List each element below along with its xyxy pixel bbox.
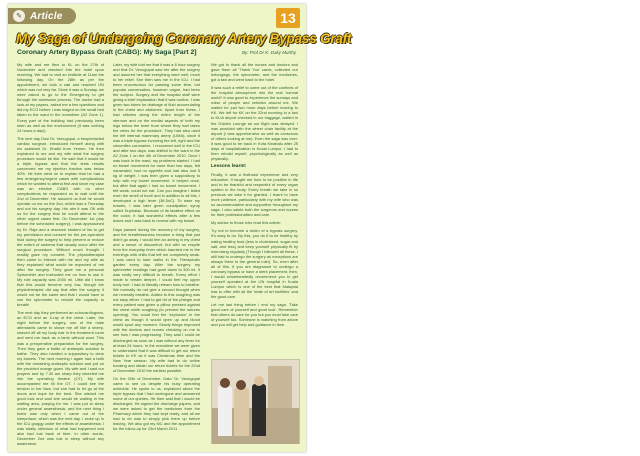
person-figure [252,384,266,436]
person-figure [218,386,232,436]
person-head [236,380,246,390]
section-tab [8,8,76,24]
article-subtitle: Coronary Artery Bypass Graft (CABG): My Saga [Part 2] [17,49,197,56]
column-2 [113,62,200,445]
paragraph: My wife and me flew to KL on the 27th of November and checked into the hotel upon reaching. We had to visit an Institute at 11am the following day. On the 28th as per the appointment, we took a cab and reached IJN which was not very far. Since it was a Sunday, we were asked to go to the Emergency to get through the admission process. The doctor had a look at my papers, asked me a few questions and did my ECG before I was lodged on the small bed taken to the ward in the meantime (A2 Zone 1). Every part of the building had previously been seen as well as the environment (it was nothing 24 hours a day!). [17,62,104,133]
paragraph: Days passed during the recovery of my surgery, and the breathlessness became a thing that just didn't go away. I would feel an aching in my chest and a sense of discomfort, but with no respite from the everyday fever which haunted me in the evenings with chills that left me completely weak. I was used to take walks in the Therapeutic garden every day. After the surgery my spirometer readings had gone down to 300 ml. It was really very difficult to breath. Every effort I made to breath deeper, I could feel my upper body hurt. I had to literally relearn how to breathe. We normally do not give a second thought when we normally breathe. Added to this coughing was not easy either. I had to get rid of the phlegm and every patient was given a pillow pressed against the chest while coughing (to prevent the sutures opening). You could feel the 'explosion' in the chest as though it would open up and blood would spurt any moment. Slowly things improved with the doctors and nurses checking on me to see how I was progressing. They said I could be discharged as soon as I was without any fever for at least 24 hours. In the meantime we were given to understand that it was difficult to get our return tickets to KK as it was Christmas time and the New Year season. My wife had to do online booking and obtain our return tickets for the 22nd of December 2010 the earliest possible. [113,226,200,373]
column-1 [17,62,104,445]
paragraph: It was such a relief to come out of the confines of the hospital atmosphere into the real 'normal world'! It was good to experience the sunrays and noise of people and vehicles around me. We waited for just two more days before leaving to KK. We left for KK on the 22nd morning in a taxi to KLIA airport checked in our baggage, waited in the Golden Lounge as our flight was delayed. I was provided with the wheel chair facility at the airport (I was apprehensive as well as conscious of others looking at me). Even the saga was over; it was good to be back in Kota Kinabalu after 25 days of hospitalization in Kuala Lumpur. I had to then rebuild myself, psychologically as well as physically. [211,85,298,161]
paragraph: On the 20th of December, Dato' Dr. Venugopal came to see us despite his busy operating schedule. He spoke to us, explained about the triple bypass that I had undergone and answered some of our queries. He then said that I would be discharged. He signed the discharge papers, and we were asked to get the medicines from the Pharmacy which they had kept ready, and all we had to do was to simply pick them up before leaving. We also got my MC and the appointment for the follow-up for 23rd March 2011. [113,375,200,432]
paragraph: Try not to become a victim of a bypass surgery. It's easy to do. By this, you do it to be healthy by eating healthy food (less in cholesterol, sugar and salt, and less) and keep yourself physically fit by exercising regularly (Though I followed all these, I still had to undergo the surgery as exceptions are always there to the general rule!). So, even after all of this, if you are diagnosed to undergo a coronary bypass or have a stent placement, then, I would wholeheartedly recommend you to get yourself operated at the IJN hospital in Kuala Lumpur which is one of the best that Malaysia has to offer with all the 'state of art facilities' and the good care. [211,228,298,300]
paragraph: Let me last thing before I end my saga. 'Take good care of yourself and good luck'. Remember that others do care for you but you must take care of yourself too. Someone is watching from above and you will get help and guidance in time. [211,302,298,328]
paragraph: We got to thank all the nurses and doctors and gave them all 'Thank You' cards, collected our belongings, the spirometer, and the medicines, got a taxi and went back to the hotel. [211,62,298,83]
lessons-heading: Lessons learnt: [211,163,247,169]
person-head [254,376,264,386]
paragraph: The next day they performed an echocardiogram, an ECG and an X-ray of the chest. Later, the night before the surgery, one of the male attendants came to shave me off like a sheep, shaved off all my body hair in the treatment room and sent me back as a lamb without wool. This was a preoperative preparation for the surgery. Then they gave a bottle of antiseptic solution to bathe. They also handed a suppository to clear my bowels. The next morning I again had a bath with the remaining antiseptic solution and put on the provided orange gown. My wife and I said our prayers and by 7.30 am sharp they wheeled me into the operating theatre (OT). My wife accompanied me till the OT. I could see the tension in her face, but she had to let go at the doors and hope for the best. She wished me good luck and said she would be waiting in the waiting area, praying for me. I was put to sleep under general anaesthesia, and the next thing I knew was only when I came out of the sleep/daze, which was the next day. I woke up in the ICU groggy under the effects of anaesthesia. I was totally oblivious of what had happened and also had lost track of time. In other words, December 2nd was lost in sleep without any awareness. [17,310,104,447]
paragraph: The next day Dosi Dr. Venugopal, a bespectacled cardiac surgeon, introduced himself along with his assistant Dr. Khalid from Yemen. He then explained to me and my wife what the surgery procedure would be like. He said that it would be a triple bypass and that the tests results concerned me my ejection fraction was below 40%. He then went on to explain that he had a few emergency/urgent cases with complications which he wanted to attend first and since my case was an elective CABG with no other complications he requested us to wait until the 2nd of December. He assured us that he would operate on me on the 2nd, which was a Thursday and not his surgery day. His aim it was OK with us for the surgery that he could attend to the other urgent cases first. On December 1st (day before the scheduled surgery), I was approached by Dr. Raja and a research student of his to get my permission and consent for the pre-operative fluid during the surgery to help prevent or reduce the extent of oedema that usually occur after the surgical procedure. Without much thought I readily gave my consent. The physiotherapist then came to interact with me and my wife as they explained what would be expected of me after the surgery. They gave me a personal Spirometer and instructed me on how to use it. My role capacity was 2000 ml. Little did I know that this would become very low, though the physiotherapist did say that after the surgery it would not be the same and that I would have to use the spirometer to rebuild the capacity to breath! [17,135,104,308]
article-title: My Saga of Undergoing Coronary Artery Bypass Graft [16,31,352,46]
paragraph: Later, my wife told me that it was a 6 hour surgery and that Dr. Venugopal saw her after the surgery and assured her that everything went well, much to her relief. She then saw me in the ICU. I had been unconscious for passing some time, but popular conversation, however vague, had been the subject. Surgery and the hospital staff were giving a brief explanation that it was routine. I was given two tubes for drainage of fluid accumulating in the chest and abdomen. Apart from these, I had stitches along the entire length of the sternum and on the medial aspects of both my legs below the knee from where they had taken the veins for the procedure. They had also used the left internal mammary artery (LIMA), since it was a triple bypass involving the left, right and the circumflex coronaries. I recovered well in the ICU and after two days, was shifted to the ward in the A2 Zone 1 on the 4th of December 2010. Once I was back in the ward, my problems started. I had no bowel movement for more than two days, felt nauseated, had no appetite and had also lost 5 kg of weight. I was then given a suppository to help with my bowel movement. It helped once, but after that again I had no bowel movement. I felt weak, could not eat. Can you imagine I failed even the smell of food! and in addition to all this, I developed a high fever (38.5oC). To ease my bowels, I was later given constipation syrup called Duphalac. Because of its laxative effect on the colon, it had wonderful effects after a few doses and I was back to normal with my bowel. [113,62,200,224]
page-number: 13 [276,8,300,28]
paragraph: My advice to those who read this article: [211,220,282,226]
person-figure [234,388,249,436]
photo-of-people [211,359,300,444]
photo-door [268,366,292,410]
byline: By: Prof Dr K. Daky Murthy [241,50,296,55]
article-icon: ✎ [13,10,25,22]
section-label: Article [30,10,63,22]
paragraph: Finally, it was a firsthand experience and very educative. It taught me how to be positive in life and to be thankful and respectful of every organ system in the body. Every breath we take is so precious we take it for granted. I learnt to have more patience, particularly with my wife who was so accommodative and supportive throughout my saga. I also salute both the surgeons and nurses for their professionalism and care. [211,171,298,218]
person-head [220,378,230,388]
column-3 [211,62,298,354]
magazine-page [8,4,352,452]
